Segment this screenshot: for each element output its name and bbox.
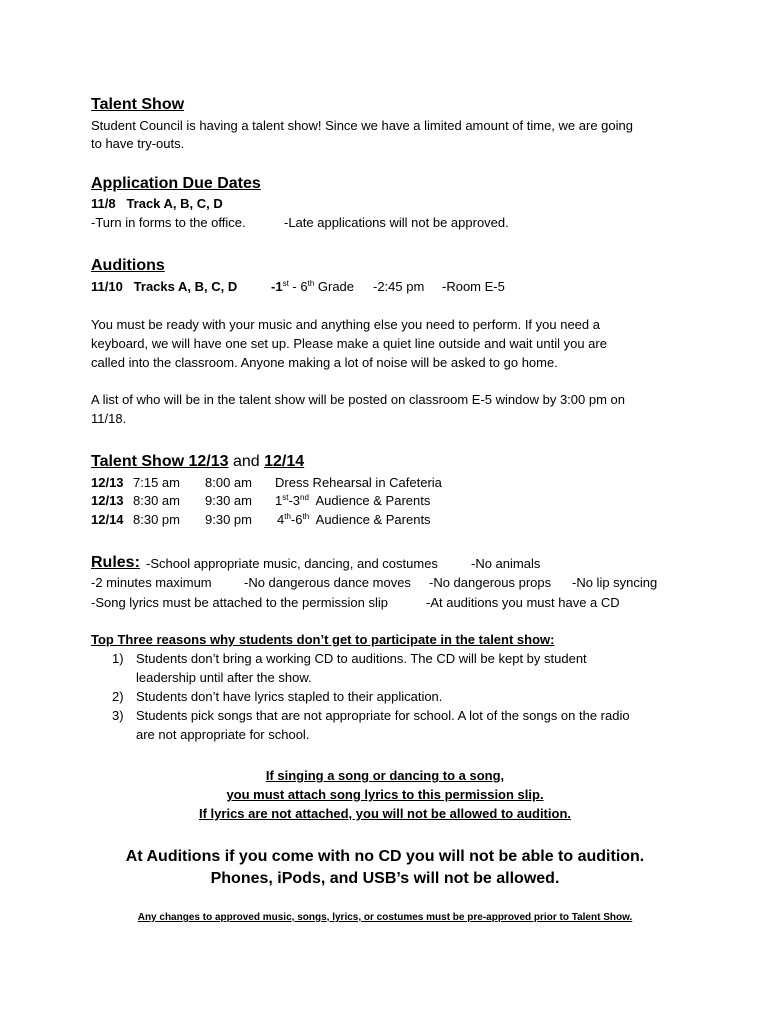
footer-notice: Any changes to approved music, songs, lyrics, or costumes must be pre-approved prior to Talent Show. (137, 912, 633, 923)
auditions-date-line (91, 278, 237, 296)
show-heading: Talent Show 12/13 and 12/14 (91, 453, 305, 470)
rule-item: -No dangerous props (429, 575, 552, 590)
show-row-end: 9:30 pm (205, 512, 252, 527)
rule-item: -2 minutes maximum (91, 575, 212, 590)
reason-line: are not appropriate for school. (136, 727, 310, 742)
application-date-line (91, 195, 223, 213)
rule-item: -School appropriate music, dancing, and costumes (146, 556, 438, 571)
rule-item: -No animals (471, 556, 541, 571)
rule-item: -At auditions you must have a CD (426, 595, 620, 610)
auditions-para1-line: You must be ready with your music and anything else you need to perform. If you need a (91, 317, 600, 332)
show-row-desc: 4th-6th Audience & Parents (277, 512, 431, 527)
rule-item: -No dangerous dance moves (244, 575, 411, 590)
auditions-time: -2:45 pm (373, 279, 425, 294)
show-row-start: 8:30 am (133, 493, 180, 508)
rule-item: -No lip syncing (572, 575, 658, 590)
rules-heading: Rules: (91, 554, 140, 571)
cd-notice-line: At Auditions if you come with no CD you will not be able to audition. (125, 848, 645, 865)
reason-line: Students don’t have lyrics stapled to their application. (136, 689, 443, 704)
reason-line: leadership until after the show. (136, 670, 312, 685)
lyrics-notice-line: you must attach song lyrics to this permission slip. (226, 787, 544, 802)
show-row-end: 8:00 am (205, 475, 252, 490)
application-heading: Application Due Dates (91, 175, 261, 192)
auditions-para2-line: A list of who will be in the talent show will be posted on classroom E-5 window by 3:00 pm on (91, 392, 625, 407)
show-row-end: 9:30 am (205, 493, 252, 508)
lyrics-notice-line: If lyrics are not attached, you will not be allowed to audition. (199, 806, 571, 821)
reason-number: 2) (112, 689, 124, 704)
show-row-date: 12/14 (91, 512, 124, 527)
show-row-desc: Dress Rehearsal in Cafeteria (275, 475, 442, 490)
reason-number: 3) (112, 708, 124, 723)
show-row-desc: 1st-3nd Audience & Parents (275, 493, 431, 508)
application-tracks: Track A, B, C, D (126, 196, 223, 211)
application-date: 11/8 (91, 196, 116, 211)
rule-item: -Song lyrics must be attached to the permission slip (91, 595, 388, 610)
reason-number: 1) (112, 651, 124, 666)
auditions-room: -Room E-5 (442, 279, 505, 294)
reason-line: Students don’t bring a working CD to auditions. The CD will be kept by student (136, 651, 587, 666)
auditions-date: 11/10 (91, 279, 123, 294)
show-row-date: 12/13 (91, 475, 124, 490)
auditions-heading: Auditions (91, 257, 165, 274)
reasons-heading: Top Three reasons why students don’t get to participate in the talent show: (91, 632, 555, 647)
lyrics-notice-line: If singing a song or dancing to a song, (265, 768, 505, 783)
auditions-grades: -1st - 6th Grade (271, 279, 355, 294)
show-row-start: 8:30 pm (133, 512, 180, 527)
reason-line: Students pick songs that are not appropriate for school. A lot of the songs on the radio (136, 708, 630, 723)
application-note-1: -Turn in forms to the office. (91, 215, 246, 230)
talent-show-heading: Talent Show (91, 96, 185, 113)
show-row-start: 7:15 am (133, 475, 180, 490)
auditions-para1-line: keyboard, we will have one set up. Please make a quiet line outside and wait until you are (91, 336, 607, 351)
auditions-tracks: Tracks A, B, C, D (133, 279, 238, 294)
cd-notice-line: Phones, iPods, and USB’s will not be allowed. (210, 870, 560, 887)
show-row-date: 12/13 (91, 493, 124, 508)
application-note-2: -Late applications will not be approved. (284, 215, 509, 230)
auditions-para2-line: 11/18. (91, 411, 127, 426)
auditions-para1-line: called into the classroom. Anyone making a lot of noise will be asked to go home. (91, 355, 558, 370)
intro-line-1: Student Council is having a talent show! Since we have a limited amount of time, we are going (91, 118, 633, 133)
intro-line-2: to have try-outs. (91, 136, 185, 151)
